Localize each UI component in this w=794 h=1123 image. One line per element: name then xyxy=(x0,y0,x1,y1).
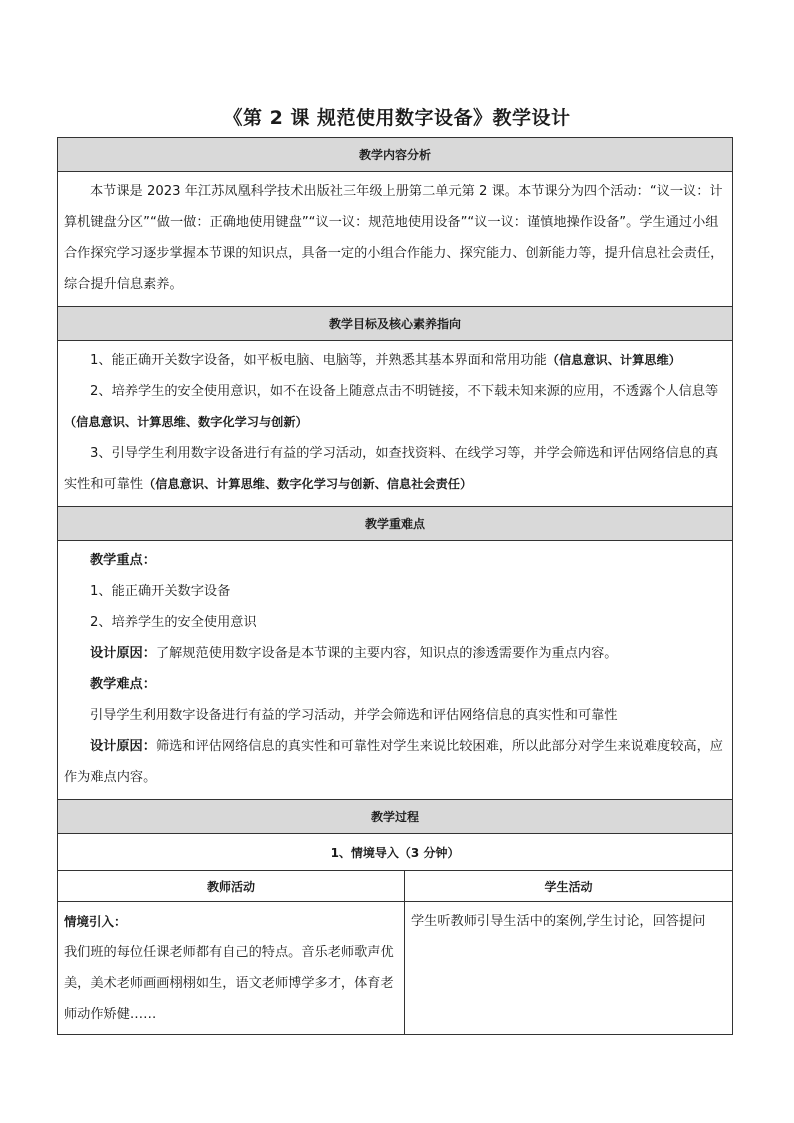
goal-text: 1、能正确开关数字设备，如平板电脑、电脑等，并熟悉其基本界面和常用功能 xyxy=(90,353,547,368)
goal-literacy-tag: （信息意识、计算思维） xyxy=(546,353,681,367)
section-header-goals: 教学目标及核心素养指向 xyxy=(58,307,733,341)
lesson-plan-table xyxy=(57,137,733,1035)
analysis-text: 本节课是 2023 年江苏凤凰科学技术出版社三年级上册第二单元第 2 课。本节课分为四个活动：“议一议：计算机键盘分区”“做一做：正确地使用键盘”“议一议：规范地使用设备”“议一议：谨慎地操作设备”。学生通过小组合作探究学习逐步掌握本节课的知识点，具备一定的小组合作能力、探究能力、创新能力等，提升信息社会责任，综合提升信息素养。 xyxy=(64,184,724,292)
analysis-cell xyxy=(58,172,733,307)
goal-text: 3、引导学生利用数字设备进行有益的学习活动，如查找资料、在线学习等，并学会筛选和评估网络信息的真实性和可靠性 xyxy=(64,446,719,492)
teacher-activity-cell xyxy=(58,902,405,1035)
teacher-activity-header: 教师活动 xyxy=(58,871,405,902)
focus-label xyxy=(64,545,726,576)
student-activity-text: 学生听教师引导生活中的案例,学生讨论，回答提问 xyxy=(411,914,706,929)
goal-literacy-tag: （信息意识、计算思维、数字化学习与创新） xyxy=(64,415,308,429)
goal-item xyxy=(64,376,726,438)
focus-item: 1、能正确开关数字设备 xyxy=(90,584,231,599)
section-header-process: 教学过程 xyxy=(58,800,733,834)
process-step-title: 1、情境导入（3 分钟） xyxy=(58,834,733,871)
goal-item xyxy=(64,345,726,376)
reason-text: 筛选和评估网络信息的真实性和可靠性对学生来说比较困难，所以此部分对学生来说难度较高，应作为难点内容。 xyxy=(64,739,723,785)
student-activity-header: 学生活动 xyxy=(405,871,733,902)
reason-text: 了解规范使用数字设备是本节课的主要内容，知识点的渗透需要作为重点内容。 xyxy=(155,646,618,661)
section-header-keypoints: 教学重难点 xyxy=(58,507,733,541)
goal-item xyxy=(64,438,726,500)
teacher-activity-text: 我们班的每位任课老师都有自己的特点。音乐老师歌声优美，美术老师画画栩栩如生，语文老师博学多才，体育老师动作矫健…… xyxy=(64,945,394,1022)
student-activity-cell xyxy=(405,902,733,1035)
difficulty-label-text: 教学难点： xyxy=(90,677,156,692)
keypoints-cell xyxy=(58,541,733,800)
difficulty-text: 引导学生利用数字设备进行有益的学习活动，并学会筛选和评估网络信息的真实性和可靠性 xyxy=(90,708,618,723)
focus-reason xyxy=(64,638,726,669)
focus-item: 2、培养学生的安全使用意识 xyxy=(90,615,257,630)
document-title: 《第 2 课 规范使用数字设备》教学设计 xyxy=(223,107,571,129)
difficulty-reason xyxy=(64,731,726,793)
goals-cell xyxy=(58,341,733,507)
reason-label: 设计原因： xyxy=(90,646,156,661)
reason-label: 设计原因： xyxy=(90,739,156,754)
teacher-activity-label: 情境引入： xyxy=(64,914,127,929)
goal-text: 2、培养学生的安全使用意识，如不在设备上随意点击不明链接，不下载未知来源的应用，不透露个人信息等 xyxy=(90,384,719,399)
section-header-analysis: 教学内容分析 xyxy=(58,138,733,172)
focus-label-text: 教学重点： xyxy=(90,553,156,568)
difficulty-label xyxy=(64,669,726,700)
goal-literacy-tag: （信息意识、计算思维、数字化学习与创新、信息社会责任） xyxy=(143,477,473,491)
